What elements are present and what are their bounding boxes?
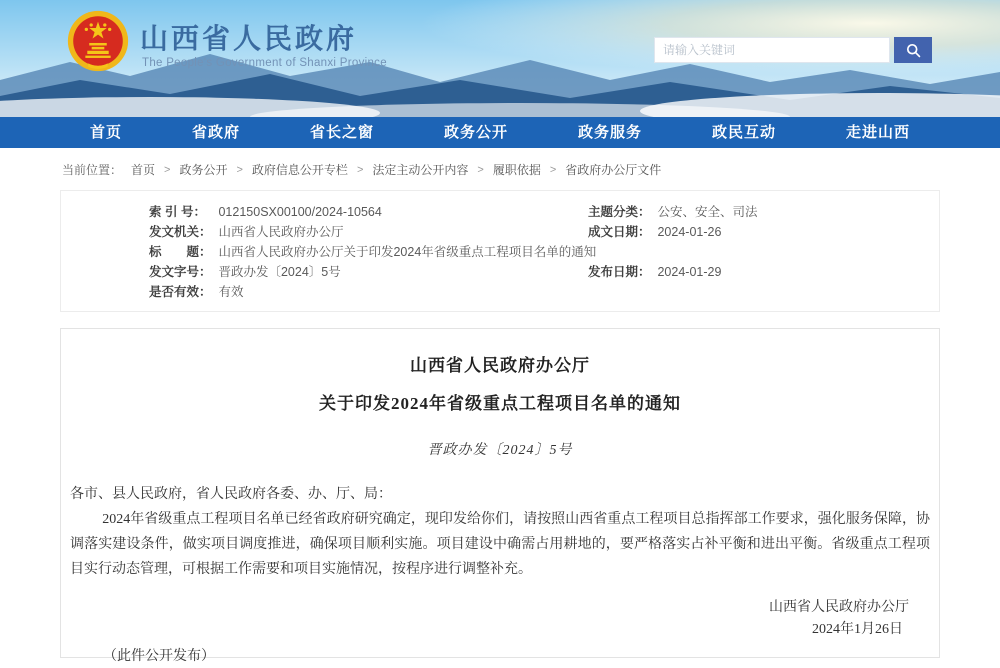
breadcrumb-separator: > [164,163,171,176]
meta-row-title [149,242,597,262]
meta-row-validity [149,282,579,302]
search-icon [905,42,922,59]
meta-label: 标 题： [149,245,212,259]
document-content-box [60,328,940,664]
meta-row-document-number [149,262,579,282]
meta-column-left [149,202,597,302]
meta-row-topic-category [588,202,933,222]
breadcrumb-item-duty-basis[interactable]: 履职依据 [492,163,541,177]
meta-value: 有效 [218,285,244,299]
nav-item-governor-window[interactable]: 省长之窗 [309,124,374,141]
nav-item-government-services[interactable]: 政务服务 [577,124,642,141]
nav-item-about-shanxi[interactable]: 走进山西 [845,124,910,141]
meta-label: 发文字号： [149,265,212,279]
breadcrumb-item-office-documents: 省政府办公厅文件 [565,163,662,177]
breadcrumb-separator: > [356,163,364,176]
meta-value: 2024-01-29 [657,265,722,279]
breadcrumb-item-home[interactable]: 首页 [131,163,156,177]
document-date: 2024年1月26日 [812,622,903,637]
meta-column-right [588,202,933,282]
main-nav [0,117,1000,148]
breadcrumb [62,161,940,178]
meta-value: 晋政办发〔2024〕5号 [218,265,341,279]
meta-value: 2024-01-26 [657,225,722,239]
nav-item-public-interaction[interactable]: 政民互动 [711,124,776,141]
meta-row-publish-date [588,262,933,282]
document-body [61,482,939,582]
document-number: 晋政办发〔2024〕5号 [427,443,573,458]
breadcrumb-separator: > [477,163,484,176]
nav-item-home[interactable]: 首页 [89,124,122,141]
meta-label: 发文机关： [149,225,212,239]
breadcrumb-item-gov-affairs[interactable]: 政务公开 [179,163,228,177]
meta-label: 是否有效： [149,285,212,299]
document-title-line1: 山西省人民政府办公厅 [410,356,590,375]
meta-row-index-number [149,202,579,222]
meta-value: 山西省人民政府办公厅关于印发2024年省级重点工程项目名单的通知 [218,245,597,259]
breadcrumb-separator: > [236,163,243,176]
national-emblem-icon[interactable] [63,5,133,79]
meta-value: 公安、安全、司法 [657,205,758,219]
site-subtitle: The People's Government of Shanxi Province [142,57,387,69]
search-input[interactable] [654,37,890,63]
search-button[interactable] [894,37,932,63]
nav-item-government-affairs[interactable]: 政务公开 [443,124,508,141]
header-banner [0,0,1000,117]
breadcrumb-label: 当前位置： [62,163,123,177]
meta-row-issuing-agency [149,222,579,242]
meta-label: 成文日期： [588,225,651,239]
meta-label: 主题分类： [588,205,651,219]
document-salutation: 各市、县人民政府，省人民政府各委、办、厅、局： [70,487,392,502]
meta-row-spacer [588,242,933,262]
meta-value: 012150SX00100/2024-10564 [218,205,382,219]
breadcrumb-separator: > [549,163,557,176]
meta-value: 山西省人民政府办公厅 [218,225,344,239]
meta-label: 索 引 号： [149,205,206,219]
site-title: 山西省人民政府 [140,23,358,54]
document-title-line2: 关于印发2024年省级重点工程项目名单的通知 [319,394,681,413]
document-signature: 山西省人民政府办公厅 [769,600,909,615]
breadcrumb-item-statutory-content[interactable]: 法定主动公开内容 [372,163,469,177]
document-paragraph: 2024年省级重点工程项目名单已经省政府研究确定，现印发给你们，请按照山西省重点工程项目总指挥部工作要求，强化服务保障，协调落实建设条件，做实项目调度推进，确保项目顺利实施。项目建设中确需占用耕地的，要严格落实占补平衡和进出平衡。省级重点工程项目实行动态管理，可根据工作需要和项目实施情况，按程序进行调整补充。 [70,512,930,577]
meta-row-written-date [588,222,933,242]
breadcrumb-item-info-disclosure[interactable]: 政府信息公开专栏 [251,163,348,177]
meta-label: 发布日期： [588,265,651,279]
document-footnote: （此件公开发布） [103,649,215,664]
search-bar [654,37,932,63]
nav-item-provincial-government[interactable]: 省政府 [191,124,240,141]
document-meta-box [60,190,940,312]
